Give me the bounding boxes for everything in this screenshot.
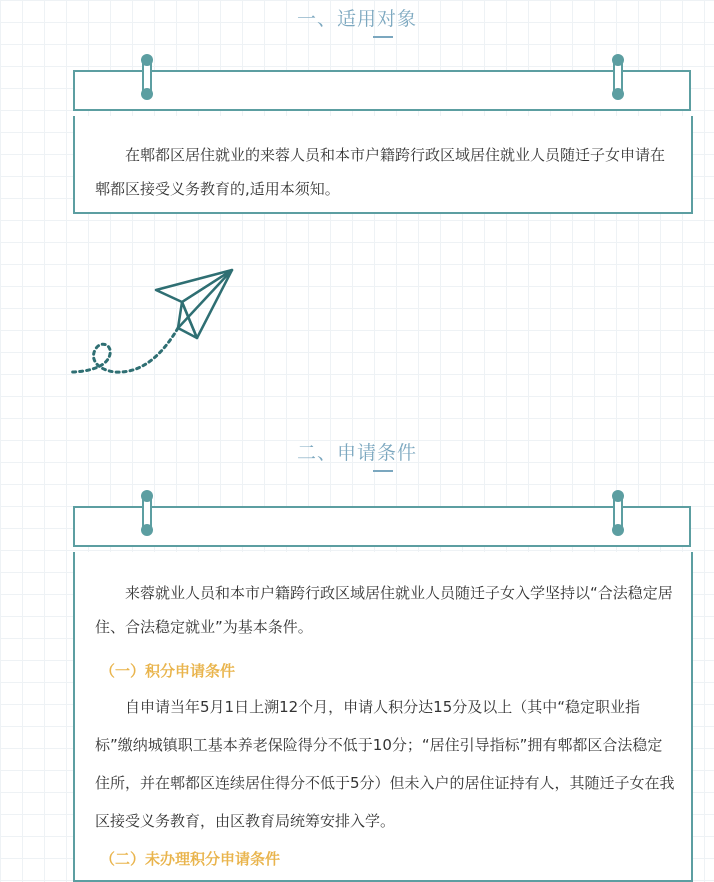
section1-card-tab [73,70,691,111]
subsection1-title: （一）积分申请条件 [100,662,236,680]
section2-intro-text: 来蓉就业人员和本市户籍跨行政区域居住就业人员随迁子女入学坚持以“合法稳定居住、合法稳定就业”为基本条件。 [95,584,673,636]
ring-binder-icon [142,56,152,98]
ring-binder-icon [142,492,152,534]
section1-body-text: 在郫都区居住就业的来蓉人员和本市户籍跨行政区域居住就业人员随迁子女申请在郫都区接受义务教育的,适用本须知。 [95,146,666,198]
section1-title-dash [373,36,393,38]
section2-card-tab [73,506,691,547]
subsection1-body-text: 自申请当年5月1日上溯12个月，申请人积分达15分及以上（其中“稳定职业指标”缴纳城镇职工基本养老保险得分不低于10分；“居住引导指标”拥有郫都区合法稳定住所，并在郫都区连续居住得分不低于5分）但未入户的居住证持有人，其随迁子女在我区接受义务教育，由区教育局统筹安排入学。 [95,698,675,830]
paper-plane-icon [60,262,240,382]
section2-title: 二、申请条件 [296,442,417,464]
ring-binder-icon [613,492,623,534]
section1-title: 一、适用对象 [296,8,417,30]
subsection2-title: （二）未办理积分申请条件 [100,850,281,868]
ring-binder-icon [613,56,623,98]
section2-title-dash [373,470,393,472]
